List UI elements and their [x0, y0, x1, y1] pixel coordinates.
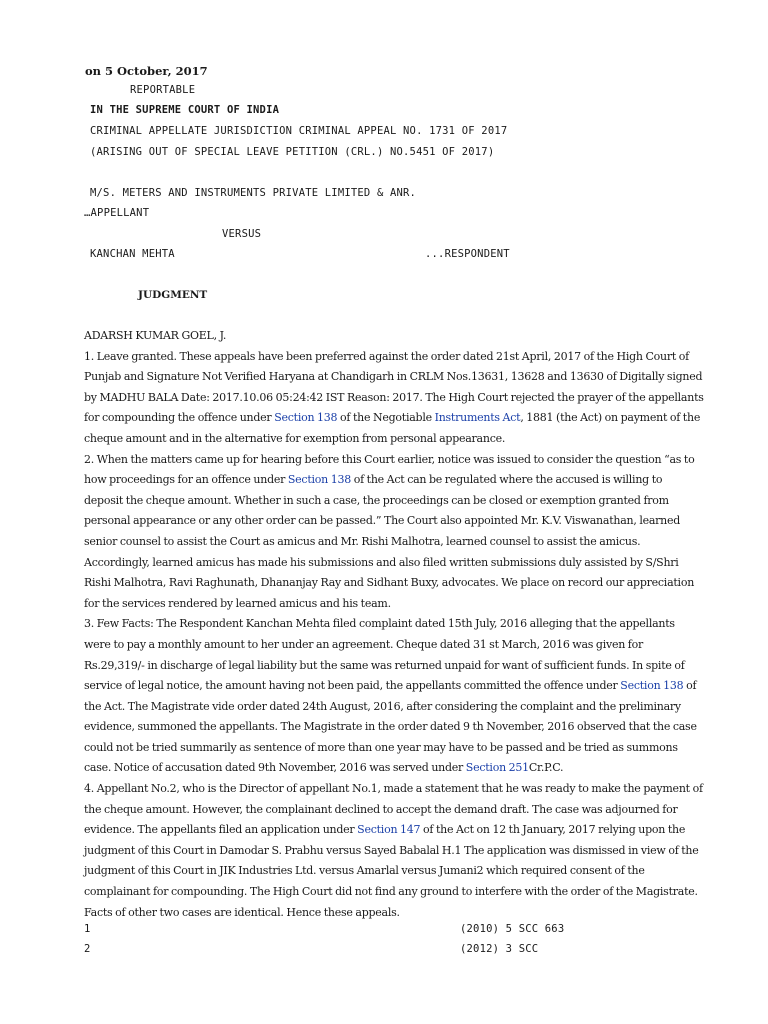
section-251-link[interactable]: Section 251 — [465, 761, 529, 775]
reportable-label: REPORTABLE — [130, 84, 196, 96]
versus-label: VERSUS — [222, 228, 262, 240]
footnote-number: 2 — [84, 943, 91, 955]
section-138-link[interactable]: Section 138 — [274, 411, 338, 425]
paragraph-4: 4. Appellant No.2, who is the Director of appellant No.1, made a statement that he was ready to make the payment of the cheque amount. However, the complainant declined to accept the demand draft. The case was adjourned for evidence. The appellants filed an application under Section 147 of the Act on 12 th January, 2017 relying upon the judgment of this Court in Damodar S. Prabhu versus Sayed Babalal H.1 The application was dismissed in view of the judgment of this Court in JIK Industries Ltd. versus Amarlal versus Jumani2 which required consent of the complainant for compounding. The High Court did not find any ground to interfere with the order of the Magistrate. Facts of other two cases are identical. Hence these appeals. — [84, 782, 703, 919]
judgment-body — [84, 326, 704, 923]
date-line: on 5 October, 2017 — [85, 64, 208, 78]
paragraph-3: 3. Few Facts: The Respondent Kanchan Mehta filed complaint dated 15th July, 2016 alleging that the appellants were to pay a monthly amount to her under an agreement. Cheque dated 31 st March, 2016 was given for Rs.29,319/- in discharge of legal liability but the same was returned unpaid for want of sufficient funds. In spite of service of legal notice, the amount having not been paid, the appellants committed the offence under Section 138 of the Act. The Magistrate vide order dated 24th August, 2016, after considering the complaint and the preliminary evidence, summoned the appellants. The Magistrate in the order dated 9 th November, 2016 observed that the case could not be tried summarily as sentence of more than one year may have to be passed and be tried as summons case. Notice of accusation dated 9th November, 2016 was served under Section 251Cr.P.C. — [84, 617, 697, 775]
respondent-name: KANCHAN MEHTA — [90, 248, 175, 260]
paragraph-2: 2. When the matters came up for hearing before this Court earlier, notice was issued to consider the question “as to how proceedings for an offence under Section 138 of the Act can be regulated where the accused is willing to deposit the cheque amount. Whether in such a case, the proceedings can be closed or exemption granted from personal appearance or any other order can be passed.” The Court also appointed Mr. K.V. Viswanathan, learned senior counsel to assist the Court as amicus and Mr. Rishi Malhotra, learned counsel to assist the amicus. Accordingly, learned amicus has made his submissions and also filed written submissions duly assisted by S/Shri Rishi Malhotra, Ravi Raghunath, Dhananjay Ray and Sidhant Buxy, advocates. We place on record our appreciation for the services rendered by learned amicus and his team. — [84, 452, 695, 610]
judgment-heading: JUDGMENT — [138, 289, 208, 301]
instruments-act-link[interactable]: Instruments Act — [434, 411, 521, 425]
author-line: ADARSH KUMAR GOEL, J. — [84, 329, 227, 342]
appellant-name: M/S. METERS AND INSTRUMENTS PRIVATE LIMITED & ANR. — [90, 187, 417, 199]
footnote-citation: (2010) 5 SCC 663 — [460, 923, 565, 935]
section-138-link[interactable]: Section 138 — [620, 679, 684, 693]
appellant-label: …APPELLANT — [84, 207, 150, 219]
footnote-citation: (2012) 3 SCC — [460, 943, 539, 955]
jurisdiction-line: CRIMINAL APPELLATE JURISDICTION CRIMINAL APPEAL NO. 1731 OF 2017 — [90, 125, 508, 137]
section-147-link[interactable]: Section 147 — [357, 823, 421, 837]
court-name: IN THE SUPREME COURT OF INDIA — [90, 104, 280, 116]
footnote-number: 1 — [84, 923, 91, 935]
arising-line: (ARISING OUT OF SPECIAL LEAVE PETITION (CRL.) NO.5451 OF 2017) — [90, 146, 495, 158]
respondent-label: ...RESPONDENT — [425, 248, 510, 260]
section-138-link[interactable]: Section 138 — [287, 473, 351, 487]
paragraph-1: 1. Leave granted. These appeals have been preferred against the order dated 21st April, 2017 of the High Court of Punjab and Signature Not Verified Haryana at Chandigarh in CRLM Nos.13631, 13628 and 13630 of Digitally signed by MADHU BALA Date: 2017.10.06 05:24:42 IST Reason: 2017. The High Court rejected the prayer of the appellants for compounding the offence under Section 138 of the Negotiable Instruments Act, 1881 (the Act) on payment of the cheque amount and in the alternative for exemption from personal appearance. — [84, 349, 704, 445]
